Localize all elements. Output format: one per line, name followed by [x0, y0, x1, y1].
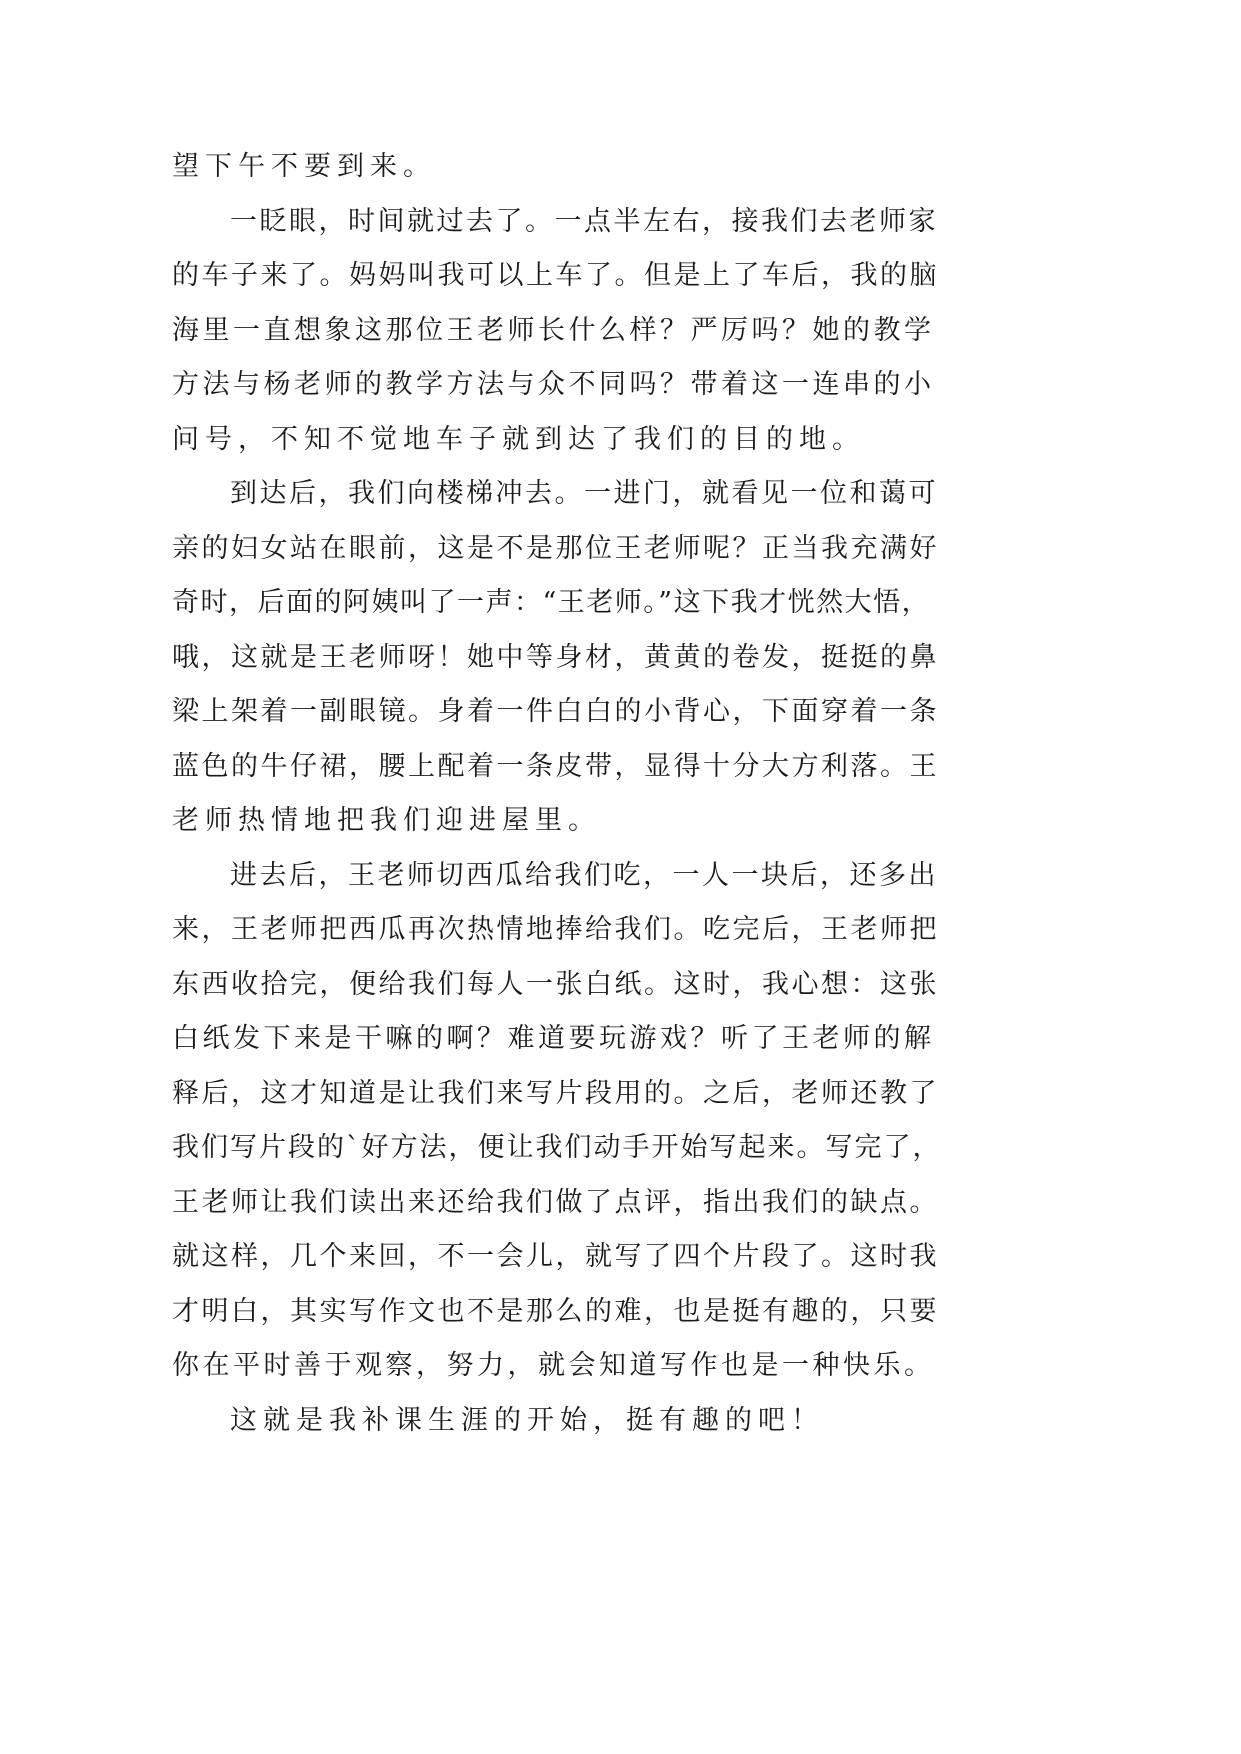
text-line: 梁上架着一副眼镜。身着一件白白的小背心，下面穿着一条 — [172, 696, 939, 727]
text-line: 哦，这就是王老师呀！她中等身材，黄黄的卷发，挺挺的鼻 — [172, 641, 939, 673]
text-line: 东西收拾完，便给我们每人一张白纸。这时，我心想：这张 — [172, 968, 939, 1000]
text-line: 问号，不知不觉地车子就到达了我们的目的地。 — [172, 423, 865, 455]
paragraph-first-line: 这就是我补课生涯的开始，挺有趣的吧！ — [230, 1404, 824, 1436]
text-line: 的车子来了。妈妈叫我可以上车了。但是上了车后，我的脑 — [172, 260, 939, 291]
text-line: 亲的妇女站在眼前，这是不是那位王老师呢？正当我充满好 — [172, 532, 939, 564]
text-line: 就这样，几个来回，不一会儿，就写了四个片段了。这时我 — [172, 1241, 939, 1272]
text-line: 蓝色的牛仔裙，腰上配着一条皮带，显得十分大方利落。王 — [172, 750, 939, 782]
paragraph-first-line: 进去后，王老师切西瓜给我们吃，一人一块后，还多出 — [230, 859, 938, 891]
text-line: 海里一直想象这那位王老师长什么样？严厉吗？她的教学 — [172, 314, 935, 346]
text-line: 白纸发下来是干嘛的啊？难道要玩游戏？听了王老师的解 — [172, 1023, 935, 1054]
text-line: 我们写片段的`好方法，便让我们动手开始写起来。写完了， — [172, 1132, 942, 1163]
text-line: 望下午不要到来。 — [172, 151, 436, 182]
text-line: 老师热情地把我们迎进屋里。 — [172, 805, 601, 836]
text-line: 才明白，其实写作文也不是那么的难，也是挺有趣的，只要 — [172, 1295, 939, 1327]
text-line: 王老师让我们读出来还给我们做了点评，指出我们的缺点。 — [172, 1186, 939, 1218]
text-line: 奇时，后面的阿姨叫了一声：“王老师。”这下我才恍然大悟， — [172, 587, 931, 618]
paragraph-first-line: 一眨眼，时间就过去了。一点半左右，接我们去老师家 — [230, 205, 938, 237]
text-line: 你在平时善于观察，努力，就会知道写作也是一种快乐。 — [172, 1350, 935, 1381]
paragraph-first-line: 到达后，我们向楼梯冲去。一进门，就看见一位和蔼可 — [230, 478, 938, 509]
text-line: 释后，这才知道是让我们来写片段用的。之后，老师还教了 — [172, 1077, 939, 1109]
document-body — [172, 140, 942, 1448]
text-line: 方法与杨老师的教学方法与众不同吗？带着这一连串的小 — [172, 369, 935, 400]
text-line: 来，王老师把西瓜再次热情地捧给我们。吃完后，王老师把 — [172, 914, 939, 945]
